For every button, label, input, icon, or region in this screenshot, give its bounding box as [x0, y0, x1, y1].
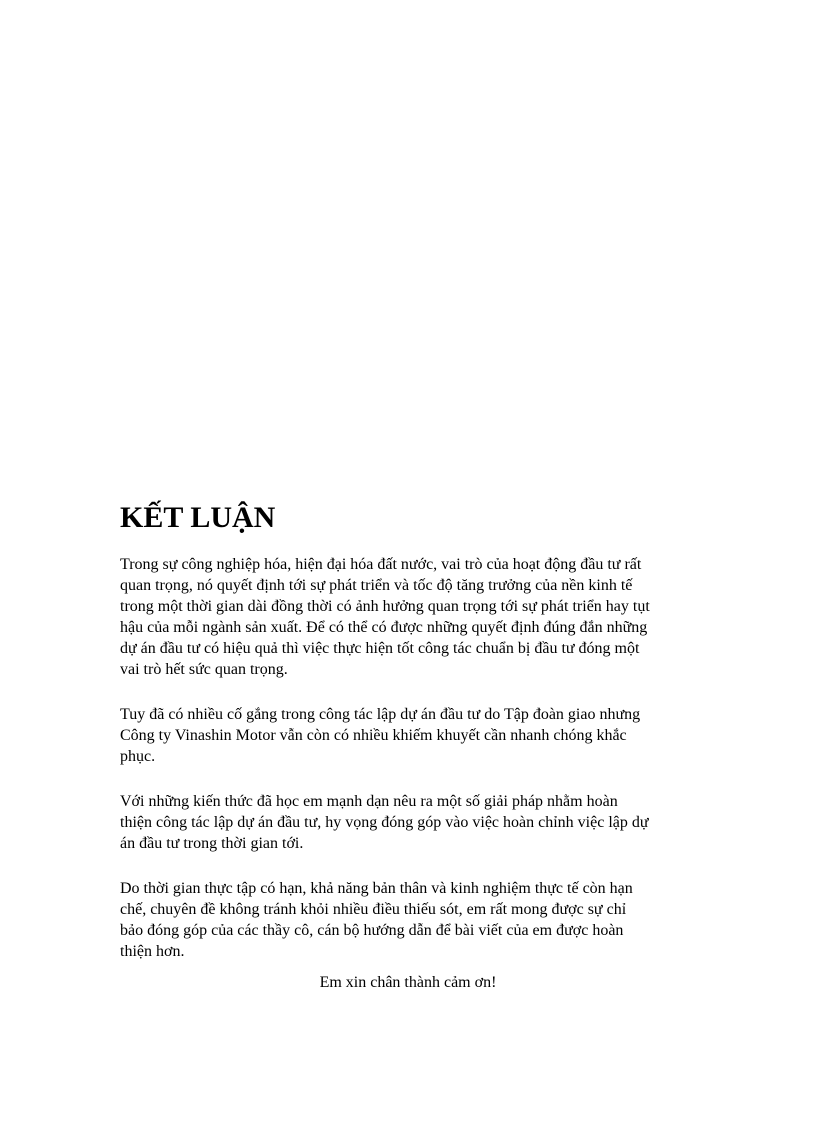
paragraph-2: Tuy đã có nhiều cố gắng trong công tác lập dự án đầu tư do Tập đoàn giao nhưng Công ty Vinashin Motor vẫn còn có nhiều khiếm khuyết cần nhanh chóng khắc phục.	[120, 706, 641, 765]
page-title: KẾT LUẬN	[120, 501, 276, 534]
paragraph-1: Trong sự công nghiệp hóa, hiện đại hóa đất nước, vai trò của hoạt động đầu tư rất quan trọng, nó quyết định tới sự phát triển và tốc độ tăng trưởng của nền kinh tế trong một thời gian dài đồng thời có ảnh hưởng quan trọng tới sự phát triển hay tụt hậu của mỗi ngành sản xuất. Để có thể có được những quyết định đúng đắn những dự án đầu tư có hiệu quả thì việc thực hiện tốt công tác chuẩn bị đầu tư đóng một vai trò hết sức quan trọng.	[120, 556, 650, 678]
paragraph-4: Do thời gian thực tập có hạn, khả năng bản thân và kinh nghiệm thực tế còn hạn chế, chuyên đề không tránh khỏi nhiều điều thiếu sót, em rất mong được sự chỉ bảo đóng góp của các thầy cô, cán bộ hướng dẫn để bài viết của em được hoàn thiện hơn.	[120, 880, 633, 960]
closing-thanks: Em xin chân thành cảm ơn!	[319, 974, 497, 991]
paragraph-3: Với những kiến thức đã học em mạnh dạn nêu ra một số giải pháp nhằm hoàn thiện công tác lập dự án đầu tư, hy vọng đóng góp vào việc hoàn chỉnh việc lập dự án đầu tư trong thời gian tới.	[120, 793, 649, 852]
conclusion-body	[120, 554, 700, 986]
